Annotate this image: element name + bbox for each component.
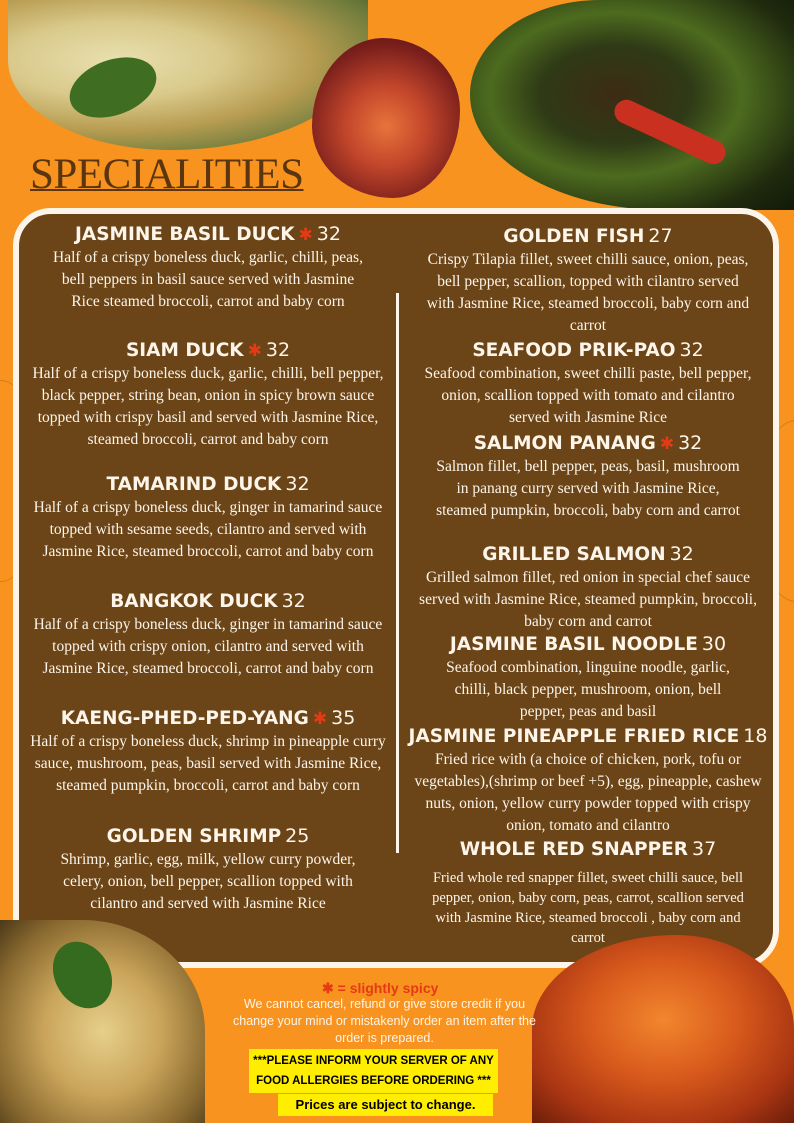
item-name: SEAFOOD PRIK-PAO [472,340,676,361]
item-price: 32 [678,432,703,454]
menu-item [28,707,388,797]
item-price: 27 [648,225,673,247]
refund-policy: We cannot cancel, refund or give store credit if you change your mind or mistakenly order an item after the order is prepared. [233,997,536,1045]
item-price: 18 [743,725,768,747]
item-name: JASMINE BASIL DUCK [75,224,295,245]
food-photo-basil-stir-fry [470,0,794,210]
item-description: Half of a crispy boneless duck, ginger in tamarind sauce topped with crispy onion, cilantro and served with Jasmine Rice, steamed broccoli, carrot and baby corn [33,616,383,677]
item-name: JASMINE PINEAPPLE FRIED RICE [408,726,740,747]
item-description: Half of a crispy boneless duck, shrimp in pineapple curry sauce, mushroom, peas, basil served with Jasmine Rice, steamed pumpkin, broccoli, carrot and baby corn [30,733,386,794]
menu-item [28,339,388,451]
item-name: GRILLED SALMON [482,544,666,565]
menu-item [408,432,768,522]
menu-item [408,225,768,337]
menu-item [28,223,388,313]
item-description: Seafood combination, linguine noodle, garlic, chilli, black pepper, mushroom, onion, bell pepper, peas and basil [446,659,730,720]
spicy-icon: ✱ [298,225,313,244]
item-name: SIAM DUCK [125,340,244,361]
spicy-legend-text: = slightly spicy [337,980,439,996]
item-price: 32 [265,339,291,361]
item-description: Seafood combination, sweet chilli paste, bell pepper, onion, scallion topped with tomato and cilantro served with Jasmine Rice [424,365,752,426]
spicy-icon: ✱ [322,980,334,996]
item-price: 37 [692,838,717,860]
spicy-legend [322,980,438,997]
item-price: 32 [316,223,341,245]
item-name: JASMINE BASIL NOODLE [449,634,698,655]
item-description: Half of a crispy boneless duck, garlic, chilli, bell pepper, black pepper, string bean, onion in spicy brown sauce topped with crispy basil and served with Jasmine Rice, steamed broccoli, carrot and baby corn [32,365,384,448]
item-price: 35 [331,707,356,729]
spicy-icon: ✱ [312,709,328,728]
spicy-icon: ✱ [659,434,675,453]
item-description: Crispy Tilapia fillet, sweet chilli sauce, onion, peas, bell pepper, scallion, topped with cilantro served with Jasmine Rice, steamed broccoli, baby corn and carrot [426,251,750,334]
item-name: GOLDEN SHRIMP [106,826,282,847]
menu-item [408,725,768,837]
item-name: SALMON PANANG [473,433,656,454]
item-description: Fried whole red snapper fillet, sweet chilli sauce, bell pepper, onion, baby corn, peas, carrot, scallion served with Jasmine Rice, steamed broccoli , baby corn and carrot [432,870,744,946]
item-description: Half of a crispy boneless duck, garlic, chilli, peas, bell peppers in basil sauce served with Jasmine Rice steamed broccoli, carrot and baby corn [53,249,363,310]
item-price: 32 [285,473,310,495]
item-description: Salmon fillet, bell pepper, peas, basil, mushroom in panang curry served with Jasmine Rice, steamed pumpkin, broccoli, baby corn and carrot [436,458,740,519]
menu-item [408,339,768,429]
item-description: Shrimp, garlic, egg, milk, yellow curry powder, celery, onion, bell pepper, scallion topped with cilantro and served with Jasmine Rice [60,851,356,912]
item-description: Half of a crispy boneless duck, ginger in tamarind sauce topped with sesame seeds, cilantro and served with Jasmine Rice, steamed broccoli, carrot and baby corn [33,499,383,560]
item-description: Grilled salmon fillet, red onion in special chef sauce served with Jasmine Rice, steamed pumpkin, broccoli, baby corn and carrot [419,569,757,630]
price-notice: Prices are subject to change. [278,1094,493,1116]
item-price: 32 [679,339,704,361]
item-name: GOLDEN FISH [503,226,645,247]
item-name: KAENG-PHED-PED-YANG [60,708,309,729]
food-photo-shrimp-dish [312,38,460,198]
item-name: WHOLE RED SNAPPER [459,839,689,860]
allergy-notice: ***PLEASE INFORM YOUR SERVER OF ANY FOOD ALLERGIES BEFORE ORDERING *** [249,1049,498,1093]
spicy-icon: ✱ [247,341,262,360]
menu-item [28,825,388,915]
item-price: 25 [285,825,310,847]
item-price: 32 [281,590,306,612]
item-name: BANGKOK DUCK [110,591,278,612]
item-description: Fried rice with (a choice of chicken, pork, tofu or vegetables),(shrimp or beef +5), egg, pineapple, cashew nuts, onion, yellow curry powder topped with crispy onion, tomato and cilantro [414,751,762,834]
item-price: 32 [669,543,694,565]
menu-item [28,590,388,680]
menu-item [28,473,388,563]
food-photo-red-snapper [532,935,794,1123]
menu-item [408,543,768,633]
menu-item [408,633,768,723]
item-price: 30 [701,633,727,655]
menu-item [408,838,768,948]
column-divider [396,293,399,853]
page-title: SPECIALITIES [30,151,304,198]
item-name: TAMARIND DUCK [106,474,282,495]
